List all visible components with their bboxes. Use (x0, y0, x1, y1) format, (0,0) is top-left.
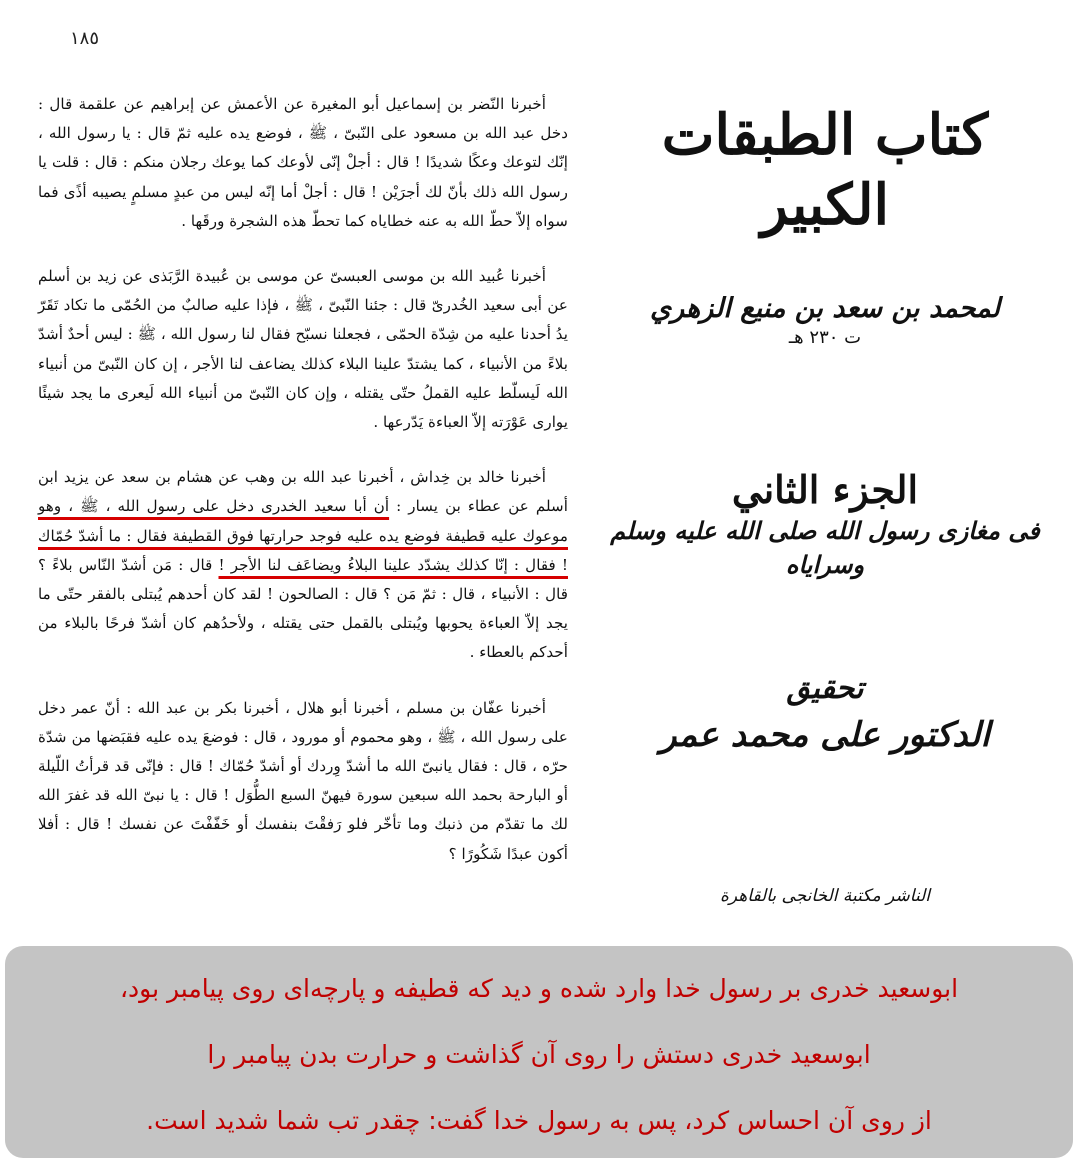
author-name: لمحمد بن سعد بن منيع الزهري (649, 293, 1001, 324)
paragraph-3-continuation: قال : مَن أشدّ النّاس بلاءً ؟ قال : الأنبياء ، قال : ثمّ مَن ؟ قال : الصالحون ! لقد كان أحدهم يُبتلى بالفقر حتّى ما يجد إلاّ العباءة يحوبها ويُبتلى بالقمل حتى يقتله ، ولأحدُهم كان أشدّ فرحًا بالبلاء من أحدكم بالعطاء . (38, 555, 568, 662)
caption-line-1: ابوسعید خدری بر رسول خدا وارد شده و دید که قطیفه و پارچه‌ای روی پیامبر بود، (119, 974, 959, 1003)
author-death-year: ت ٢٣٠ هـ (788, 327, 862, 348)
editor-name: الدكتور على محمد عمر (660, 715, 990, 755)
page-number: ١٨٥ (70, 28, 100, 49)
caption-line-3: از روی آن احساس کرد، پس به رسول خدا گفت: چقدر تب شما شدید است. (146, 1106, 932, 1135)
paragraph-3 (38, 463, 568, 667)
book-title: كتاب الطبقات الكبير (661, 102, 989, 238)
verification-label: تحقيق (786, 671, 864, 706)
highlighted-passage: أن أبا سعيد الخدرى دخل على رسول الله ، ﷺ ، وهو موعوك عليه قطيفة فوضع يده عليه فوجد حرارتها فوق القطيفة فقال : ما أشدّ حُمّاك ! فقال : إنّا كذلك يشدّد علينا البلاءُ ويضاعَف لنا الأجر ! (38, 497, 568, 574)
publisher: الناشر مكتبة الخانجى بالقاهرة (720, 886, 930, 906)
volume-title: الجزء الثاني (731, 467, 919, 512)
book-title-page (590, 60, 1060, 908)
volume-subject: فى مغازى رسول الله صلى الله عليه وسلم وسراياه (610, 516, 1040, 579)
paragraph-1: أخبرنا النّضر بن إسماعيل أبو المغيرة عن الأعمش عن إبراهيم عن علقمة قال : دخل عبد الله بن مسعود على النّبىّ ، ﷺ ، فوضع يده عليه ثمّ قال : يا رسول الله ، إنّك لتوعك وعكًا شديدًا ! قال : أجلْ إنّى لأوعك كما يوعك رجلان منكم : قال : قلت يا رسول الله ذلك بأنّ لك أجرَيْن ! قال : أجلْ أما إنّه ليس من عبدٍ مسلمٍ يصيبه أذًى فما سواه إلاّ حطّ الله به عنه خطاياه كما تحطّ هذه الشجرة ورقَها . (38, 95, 568, 230)
caption-line-2: ابوسعید خدری دستش را روی آن گذاشت و حرارت بدن پیامبر را (207, 1040, 871, 1069)
paragraph-2: أخبرنا عُبيد الله بن موسى العبسىّ عن موسى بن عُبيدة الرَّبَذى عن زيد بن أسلم عن أبى سعيد الخُدرىّ قال : جئنا النّبىّ ، ﷺ ، فإذا عليه صالبٌ من الحُمّى ما تكاد تَقَرّ يدُ أحدنا عليه من شِدّة الحمّى ، فجعلنا نسبّح فقال لنا رسول الله ، ﷺ : ليس أحدٌ أشدّ بلاءً من الأنبياء ، كما يشتدّ علينا البلاء كذلك يضاعف لنا الأجر ، إن كان النّبىّ من أنبياء الله لَيسلّط عليه القملُ حتّى يقتله ، وإن كان النّبىّ من أنبياء الله لَيعرى ما يجد شيئًا يوارى عَوْرَته إلاّ العباءة يَدّرعها . (38, 267, 568, 432)
translation-caption-box (5, 946, 1073, 1158)
paragraph-4: أخبرنا عفّان بن مسلم ، أخبرنا أبو هلال ، أخبرنا بكر بن عبد الله : أنّ عمر دخل على رسول الله ، ﷺ ، وهو محموم أو مورود ، قال : فوضعَ يده عليه فقبَضها من شدّة حرّه ، قال : فقال يانبىّ الله ما أشدّ وِردك أو أشدّ حُمّاك ! قال : فإنّى قد قرأتُ اللّيلة أو البارحة بحمد الله سبعين سورة فيهنّ السبع الطُّوَل ! قال : يا نبىّ الله قد غفرَ الله لك ما تقدّم من ذنبك وما تأخّر فلو رَفقْتَ بنفسك أو خَفّفْتَ عن نفسك ! قال : أفلا أكون عبدًا شَكُورًا ؟ (38, 698, 568, 863)
paragraph-3-intro: أخبرنا خالد بن خِداش ، أخبرنا عبد الله بن وهب عن هشام بن سعد عن يزيد ابن أسلم عن عطاء بن يسار : (38, 468, 568, 516)
hadith-text-column (38, 90, 568, 895)
